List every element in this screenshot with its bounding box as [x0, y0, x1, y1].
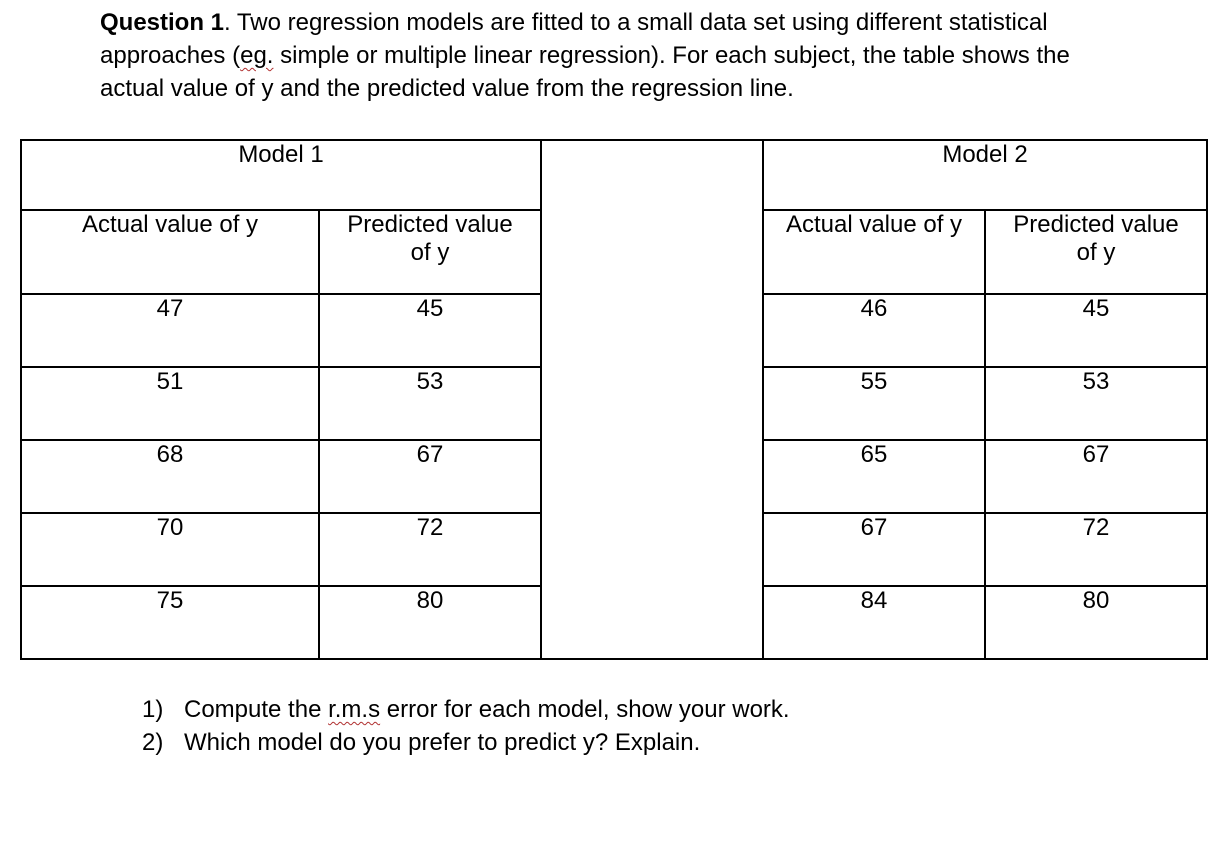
task-number: 2) — [142, 729, 164, 756]
model1-predicted-cell: 53 — [319, 367, 541, 440]
model1-actual-cell: 51 — [21, 367, 319, 440]
model1-actual-cell: 68 — [21, 440, 319, 513]
model2-predicted-cell: 80 — [985, 586, 1207, 659]
model2-actual-cell: 55 — [763, 367, 985, 440]
task-number: 1) — [142, 696, 164, 723]
model2-actual-header: Actual value of y — [763, 210, 985, 294]
model2-actual-cell: 67 — [763, 513, 985, 586]
model2-predicted-cell: 45 — [985, 294, 1207, 367]
question-label: Question 1 — [100, 9, 225, 36]
model1-actual-cell: 47 — [21, 294, 319, 367]
model1-actual-cell: 70 — [21, 513, 319, 586]
task-text: Compute the — [184, 696, 329, 723]
question-text-part2: simple or multiple linear regression). For each subject, the table shows the actual value of y and the predicted value from the regression line. — [100, 42, 1070, 102]
model1-predicted-cell: 45 — [319, 294, 541, 367]
model1-predicted-header: Predicted value of y — [319, 210, 541, 294]
model1-actual-header: Actual value of y — [21, 210, 319, 294]
model2-predicted-header: Predicted value of y — [985, 210, 1207, 294]
model1-predicted-cell: 72 — [319, 513, 541, 586]
regression-table — [20, 139, 1208, 660]
model1-predicted-cell: 67 — [319, 440, 541, 513]
model1-predicted-cell: 80 — [319, 586, 541, 659]
question-text-part1: . Two regression models are fitted to a small data set using different statistical approaches ( — [100, 9, 1048, 69]
model2-actual-cell: 84 — [763, 586, 985, 659]
task-rms-term: r.m.s — [328, 696, 381, 723]
spacer-column — [541, 140, 763, 659]
list-item — [142, 693, 790, 726]
question-eg-abbrev: eg. — [240, 42, 274, 69]
model2-predicted-cell: 72 — [985, 513, 1207, 586]
model2-actual-cell: 65 — [763, 440, 985, 513]
table-title-row — [21, 140, 1207, 210]
model2-predicted-cell: 67 — [985, 440, 1207, 513]
model1-title: Model 1 — [21, 140, 541, 210]
task-text-end: error for each model, show your work. — [380, 696, 790, 723]
list-item — [142, 726, 790, 759]
question-paragraph — [100, 6, 1140, 105]
model1-actual-cell: 75 — [21, 586, 319, 659]
task-list — [142, 693, 790, 759]
model2-predicted-cell: 53 — [985, 367, 1207, 440]
model2-title: Model 2 — [763, 140, 1207, 210]
model2-actual-cell: 46 — [763, 294, 985, 367]
task-text: Which model do you prefer to predict y? Explain. — [184, 729, 701, 756]
